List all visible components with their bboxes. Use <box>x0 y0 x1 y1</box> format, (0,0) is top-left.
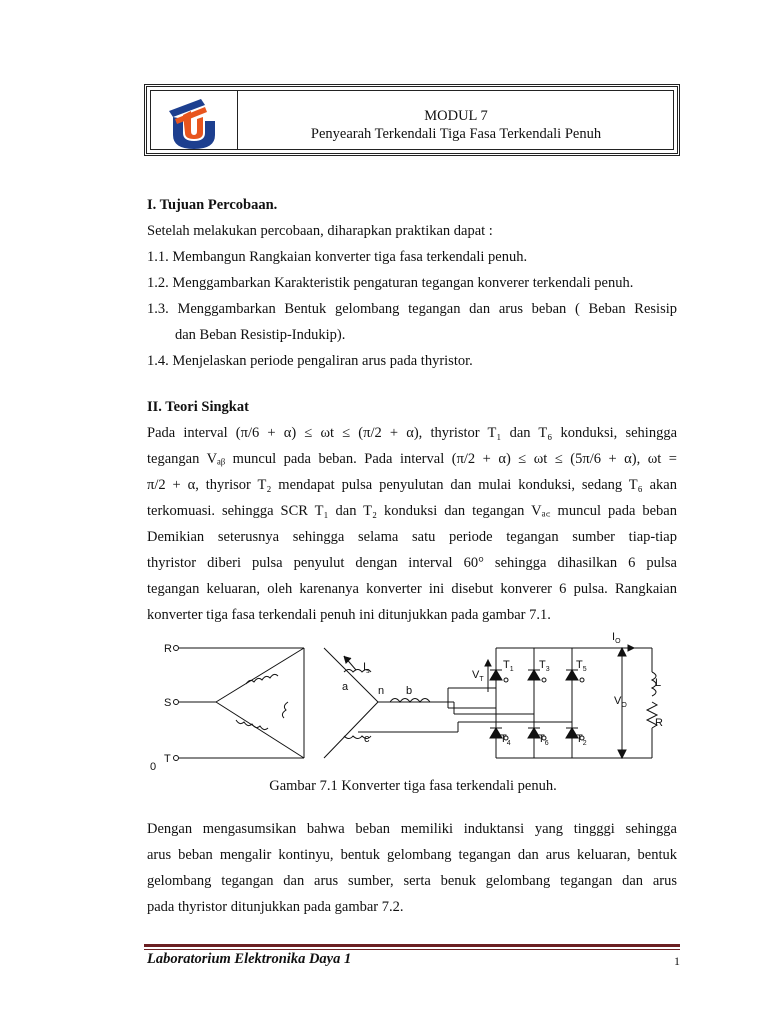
paragraph-3-line: Dengan mengasumsikan bahwa beban memiliki induktansi yang tingggi sehingga <box>147 821 677 837</box>
label-b: b <box>406 685 413 697</box>
label-R: R <box>164 643 172 655</box>
section-1-intro: Setelah melakukan percobaan, diharapkan praktikan dapat : <box>147 223 493 239</box>
module-subtitle: Penyearah Terkendali Tiga Fasa Terkendali Penuh <box>310 126 602 142</box>
footer-rule <box>144 944 680 947</box>
label-Vo: $V_O$ <box>614 695 627 709</box>
label-S: S <box>164 697 172 709</box>
objective-item: 1.4. Menjelaskan periode pengaliran arus pada thyristor. <box>147 353 473 369</box>
paragraph-3-line: arus beban mengalir kontinyu, bentuk gelombang tegangan dan arus keluaran, bentuk <box>147 847 677 863</box>
footer-rule-thin <box>144 949 680 950</box>
theory-line: π/2 + α, thyrisor T₂ mendapat pulsa penyulutan dan mulai konduksi, sedang T₆ akan <box>147 477 677 493</box>
module-title: MODUL 7 <box>424 108 488 124</box>
paragraph-3 <box>147 816 677 920</box>
label-L: L <box>655 677 662 689</box>
label-T: T <box>164 753 171 765</box>
label-R-load: R <box>655 717 663 729</box>
label-T1: $T_1$ <box>503 659 514 673</box>
label-T6: $T_6$ <box>538 733 549 747</box>
paragraph-3-line: gelombang tegangan dan arus sumber, serta benuk gelombang tegangan dan arus <box>147 873 677 889</box>
theory-line: tegangan Vₐᵦ muncul pada beban. Pada interval (π/2 + α) ≤ ωt ≤ (5π/6 + α), ωt = <box>147 451 677 467</box>
objective-item-continued: dan Beban Resistip-Indukip). <box>175 327 346 343</box>
label-VT: $V_T$ <box>472 669 484 683</box>
theory-line: konverter tiga fasa terkendali penuh ini ditunjukkan pada gambar 7.1. <box>147 607 551 623</box>
label-c: c <box>364 733 370 745</box>
label-T3: $T_3$ <box>539 659 550 673</box>
theory-line: terkomuasi. sehingga SCR T₁ dan T₂ konduksi dan tegangan Vₐ꜀ muncul pada beban <box>147 503 677 519</box>
objective-item: 1.3. Menggambarkan Bentuk gelombang tegangan dan arus beban ( Beban Resisip <box>147 301 677 317</box>
label-T2: $T_2$ <box>576 733 587 747</box>
logo-cell <box>151 91 238 149</box>
label-Is: $I_s$ <box>363 661 370 675</box>
theory-line: Pada interval (π/6 + α) ≤ ωt ≤ (π/2 + α), thyristor T₁ dan T₆ konduksi, sehingga <box>147 425 677 441</box>
theory-line: Demikian seterusnya sehingga selama satu periode tegangan sumber tiap-tiap <box>147 529 677 545</box>
objective-item: 1.1. Membangun Rangkaian konverter tiga fasa terkendali penuh. <box>147 249 528 265</box>
footer-lab-name: Laboratorium Elektronika Daya 1 <box>147 951 352 967</box>
converter-circuit-diagram <box>148 632 678 772</box>
institution-logo <box>161 97 227 153</box>
theory-line: thyristor diberi pulsa penyulut dengan interval 60° sehingga dihasilkan 6 pulsa <box>147 555 677 571</box>
page-number: 1 <box>674 954 680 968</box>
label-a: a <box>342 681 349 693</box>
label-zero: 0 <box>150 761 157 772</box>
label-n: n <box>378 685 385 697</box>
label-Io: $I_O$ <box>612 632 621 645</box>
paragraph-3-line: pada thyristor ditunjukkan pada gambar 7.2. <box>147 899 404 915</box>
module-header <box>144 84 680 156</box>
section-1-heading: I. Tujuan Percobaan. <box>147 197 278 213</box>
label-T5: $T_5$ <box>576 659 587 673</box>
section-1 <box>147 192 677 374</box>
section-2-heading: II. Teori Singkat <box>147 399 249 415</box>
section-2 <box>147 394 677 628</box>
figure-caption: Gambar 7.1 Konverter tiga fasa terkendali penuh. <box>269 778 557 794</box>
theory-line: tegangan keluaran, oleh karenanya konverter ini disebut konverer 6 pulsa. Rangkaian <box>147 581 677 597</box>
objective-item: 1.2. Menggambarkan Karakteristik pengaturan tegangan konverer terkendali penuh. <box>147 275 634 291</box>
label-T4: $T_4$ <box>500 733 511 747</box>
